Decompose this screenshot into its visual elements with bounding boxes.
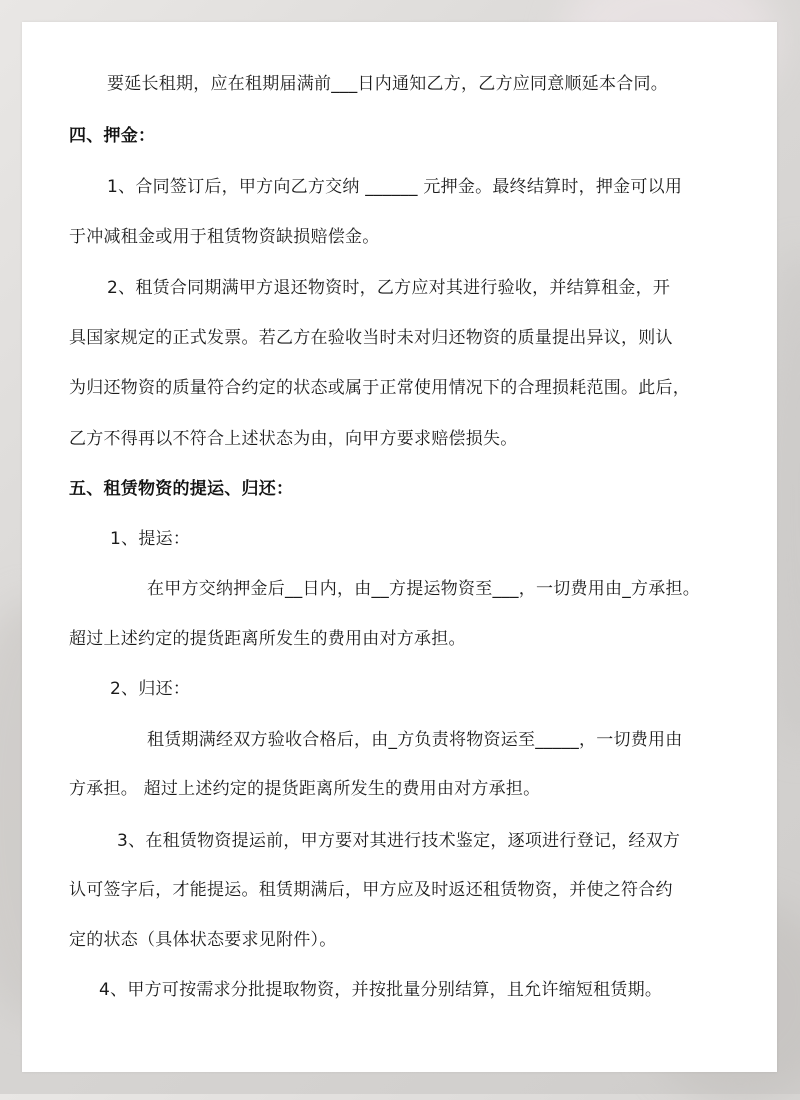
paragraph-line: 认可签字后，才能提运。租赁期满后，甲方应及时返还租赁物资，并使之符合约: [69, 880, 673, 900]
paragraph-line: 定的状态（具体状态要求见附件）。: [69, 930, 337, 950]
paragraph-line: 为归还物资的质量符合约定的状态或属于正常使用情况下的合理损耗范围。此后，: [69, 378, 690, 398]
section-heading-deposit: 四、押金：: [69, 126, 156, 146]
paragraph-line: 租赁期满经双方验收合格后，由_方负责将物资运至_____，一切费用由: [147, 730, 683, 750]
paragraph-line: 2、租赁合同期满甲方退还物资时，乙方应对其进行验收，并结算租金，开: [107, 278, 671, 298]
paragraph-line: 具国家规定的正式发票。若乙方在验收当时未对归还物资的质量提出异议，则认: [69, 328, 673, 348]
paragraph-line: 4、甲方可按需求分批提取物资，并按批量分别结算，且允许缩短租赁期。: [99, 980, 663, 1000]
paragraph-line: 1、合同签订后，甲方向乙方交纳 ______ 元押金。最终结算时，押金可以用: [107, 177, 683, 197]
subsection-label: 2、归还：: [110, 679, 191, 699]
paragraph-line: 于冲减租金或用于租赁物资缺损赔偿金。: [69, 227, 380, 247]
section-heading-transport-return: 五、租赁物资的提运、归还：: [69, 479, 294, 499]
document-page: [22, 22, 777, 1072]
paragraph-line: 乙方不得再以不符合上述状态为由，向甲方要求赔偿损失。: [69, 429, 518, 449]
paragraph-line: 要延长租期，应在租期届满前___日内通知乙方，乙方应同意顺延本合同。: [107, 74, 668, 94]
paragraph-line: 3、在租赁物资提运前，甲方要对其进行技术鉴定，逐项进行登记，经双方: [117, 831, 681, 851]
subsection-label: 1、提运：: [110, 529, 191, 549]
paragraph-line: 在甲方交纳押金后__日内，由__方提运物资至___，一切费用由_方承担。: [147, 579, 700, 599]
paragraph-line: 超过上述约定的提货距离所发生的费用由对方承担。: [69, 629, 466, 649]
paragraph-line: 方承担。 超过上述约定的提货距离所发生的费用由对方承担。: [69, 779, 541, 799]
